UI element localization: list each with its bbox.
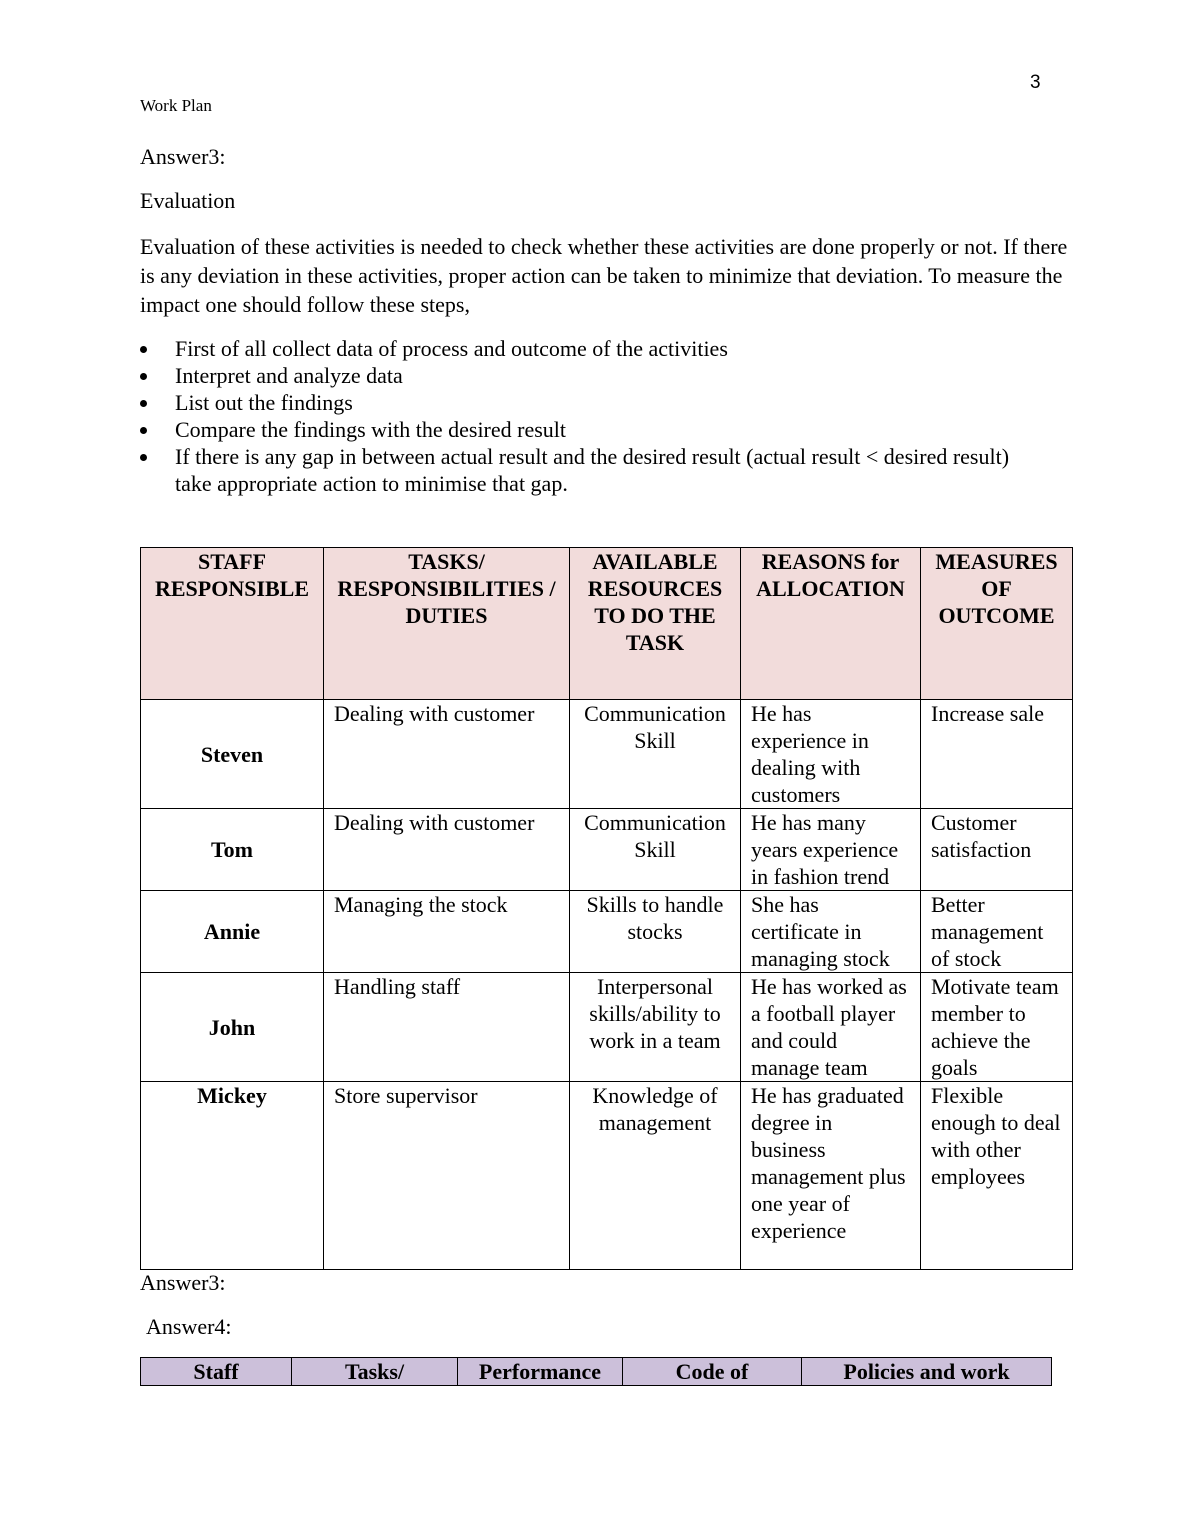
bullet-icon xyxy=(140,373,147,380)
resources-cell: Interpersonal skills/ability to work in a team xyxy=(570,973,741,1082)
answer3-repeat-label: Answer3: xyxy=(140,1270,226,1295)
running-header: Work Plan xyxy=(140,96,212,115)
list-item xyxy=(140,389,1020,416)
outcome-cell: Flexible enough to deal with other employees xyxy=(921,1082,1073,1270)
section-heading: Evaluation xyxy=(140,188,236,213)
answer3-label: Answer3: xyxy=(140,144,226,169)
header-staff: Staff xyxy=(141,1358,292,1386)
outcome-cell: Customer satisfaction xyxy=(921,809,1073,891)
bullet-icon xyxy=(140,427,147,434)
staff-cell: Steven xyxy=(141,700,324,809)
reason-cell: He has experience in dealing with customers xyxy=(741,700,921,809)
resources-cell: Skills to handle stocks xyxy=(570,891,741,973)
resources-cell: Knowledge of management xyxy=(570,1082,741,1270)
list-item-text: Interpret and analyze data xyxy=(175,363,403,388)
header-tasks: TASKS/ RESPONSIBILITIES / DUTIES xyxy=(324,548,570,700)
reason-cell: He has graduated degree in business management plus one year of experience xyxy=(741,1082,921,1270)
bullet-icon xyxy=(140,346,147,353)
task-cell: Managing the stock xyxy=(324,891,570,973)
task-cell: Store supervisor xyxy=(324,1082,570,1270)
resources-cell: Communication Skill xyxy=(570,700,741,809)
list-item xyxy=(140,443,1020,497)
list-item-text: If there is any gap in between actual result and the desired result (actual result < desired result) take appropriate action to minimise that gap. xyxy=(175,444,1010,496)
outcome-cell: Better management of stock xyxy=(921,891,1073,973)
table-row xyxy=(141,809,1073,891)
answer4-label: Answer4: xyxy=(146,1314,232,1339)
header-policies: Policies and work xyxy=(802,1358,1052,1386)
page-number: 3 xyxy=(1030,72,1041,93)
outcome-cell: Increase sale xyxy=(921,700,1073,809)
list-item xyxy=(140,335,1020,362)
header-performance: Performance xyxy=(458,1358,623,1386)
table-row xyxy=(141,700,1073,809)
list-item-text: List out the findings xyxy=(175,390,353,415)
task-cell: Dealing with customer xyxy=(324,700,570,809)
header-staff: STAFF RESPONSIBLE xyxy=(141,548,324,700)
reason-cell: He has worked as a football player and could manage team xyxy=(741,973,921,1082)
header-resources: AVAILABLE RESOURCES TO DO THE TASK xyxy=(570,548,741,700)
evaluation-paragraph: Evaluation of these activities is needed to check whether these activities are done properly or not. If there is any deviation in these activities, proper action can be taken to minimize that deviation. To measure the impact one should follow these steps, xyxy=(140,234,1068,317)
bullet-icon xyxy=(140,400,147,407)
steps-list xyxy=(140,335,1020,497)
table-row xyxy=(141,891,1073,973)
staff-cell: John xyxy=(141,973,324,1082)
list-item xyxy=(140,416,1020,443)
list-item-text: Compare the findings with the desired result xyxy=(175,417,567,442)
list-item xyxy=(140,362,1020,389)
list-item-text: First of all collect data of process and outcome of the activities xyxy=(175,336,728,361)
staff-cell: Mickey xyxy=(141,1082,324,1270)
table-row xyxy=(141,1082,1073,1270)
staff-cell: Tom xyxy=(141,809,324,891)
bullet-icon xyxy=(140,454,147,461)
outcome-cell: Motivate team member to achieve the goals xyxy=(921,973,1073,1082)
header-code-of: Code of xyxy=(623,1358,802,1386)
reason-cell: She has certificate in managing stock xyxy=(741,891,921,973)
task-cell: Dealing with customer xyxy=(324,809,570,891)
table-header-row xyxy=(141,1358,1052,1386)
table-header-row xyxy=(141,548,1073,700)
allocation-table xyxy=(140,547,1073,1270)
performance-table xyxy=(140,1357,1052,1386)
task-cell: Handling staff xyxy=(324,973,570,1082)
header-reasons: REASONS for ALLOCATION xyxy=(741,548,921,700)
header-tasks: Tasks/ xyxy=(292,1358,458,1386)
staff-cell: Annie xyxy=(141,891,324,973)
table-row xyxy=(141,973,1073,1082)
reason-cell: He has many years experience in fashion trend xyxy=(741,809,921,891)
resources-cell: Communication Skill xyxy=(570,809,741,891)
header-outcome: MEASURES OF OUTCOME xyxy=(921,548,1073,700)
